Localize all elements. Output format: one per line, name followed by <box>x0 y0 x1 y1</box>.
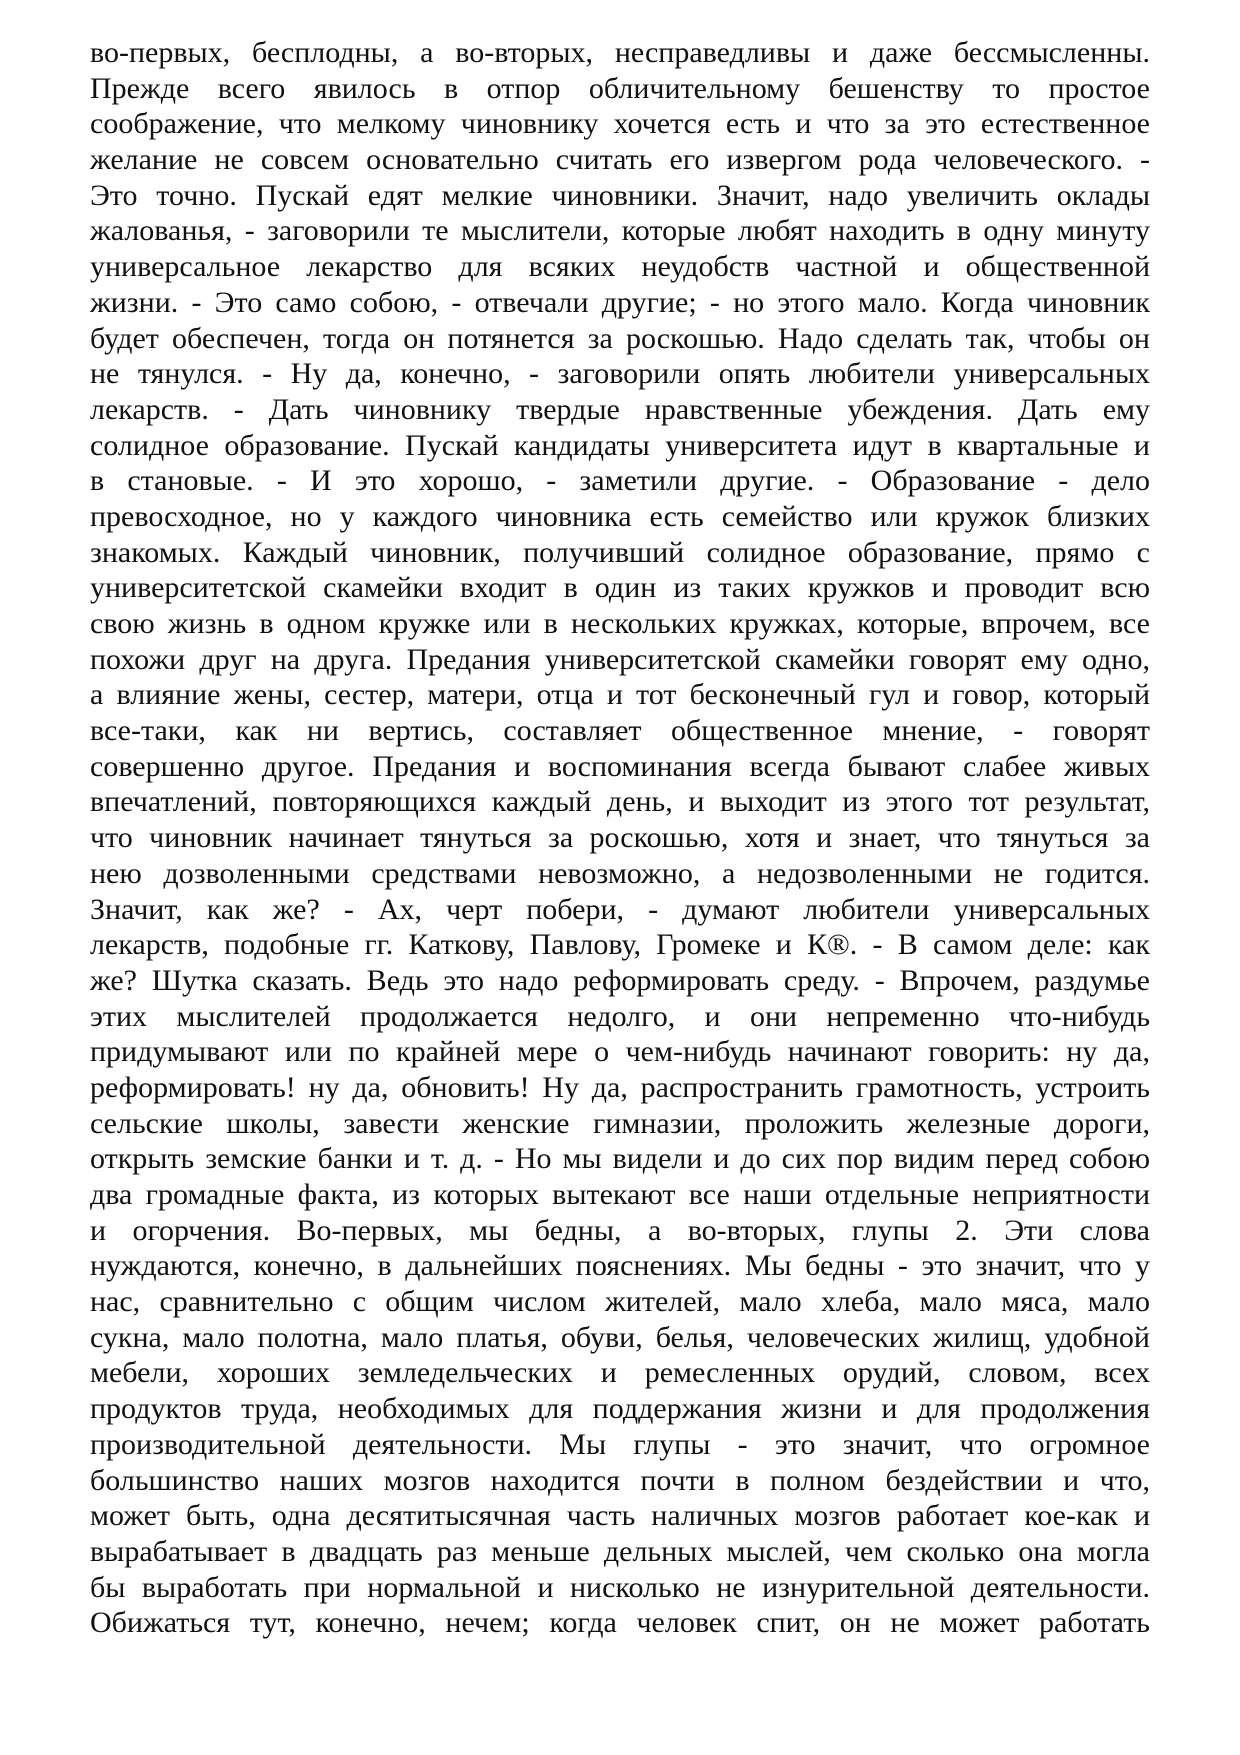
text-line: нас, сравнительно с общим числом жителей, мало хлеба, мало мяса, мало <box>90 1285 1150 1319</box>
text-line: во-первых, бесплодны, а во-вторых, несправедливы и даже бессмысленны. <box>90 36 1150 69</box>
text-line: свою жизнь в одном кружке или в нескольких кружках, которые, впрочем, все <box>90 607 1150 640</box>
document-page <box>90 35 1150 1735</box>
text-line: совершенно другое. Предания и воспоминания всегда бывают слабее живых <box>90 749 1150 783</box>
text-line: лекарств, подобные гг. Каткову, Павлову, Громеке и К®. - В самом деле: как <box>90 928 1150 962</box>
text-line: производительной деятельности. Мы глупы - это значит, что огромное <box>90 1427 1150 1461</box>
text-line: все-таки, как ни вертись, составляет общественное мнение, - говорят <box>90 714 1150 748</box>
text-line: бы выработать при нормальной и нисколько не изнурительной деятельности. <box>90 1570 1150 1604</box>
text-line: универсальное лекарство для всяких неудобств частной и общественной <box>90 250 1150 284</box>
text-line: же? Шутка сказать. Ведь это надо реформировать среду. - Впрочем, раздумье <box>90 963 1150 997</box>
text-line: знакомых. Каждый чиновник, получивший солидное образование, прямо с <box>90 535 1150 569</box>
text-line: а влияние жены, сестер, матери, отца и тот бесконечный гул и говор, который <box>90 678 1150 712</box>
text-line: два громадные факта, из которых вытекают все наши отдельные неприятности <box>90 1178 1150 1211</box>
text-line: вырабатывает в двадцать раз меньше дельных мыслей, чем сколько она могла <box>90 1534 1150 1568</box>
text-line: не тянулся. - Ну да, конечно, - заговорили опять любители универсальных <box>90 357 1150 391</box>
text-line: в становые. - И это хорошо, - заметили другие. - Образование - дело <box>90 464 1150 498</box>
text-line: нуждаются, конечно, в дальнейших пояснениях. Мы бедны - это значит, что у <box>90 1249 1150 1283</box>
text-line: похожи друг на друга. Предания университетской скамейки говорят ему одно, <box>90 642 1150 676</box>
text-line: продуктов труда, необходимых для поддержания жизни и для продолжения <box>90 1392 1150 1426</box>
text-line: может быть, одна десятитысячная часть наличных мозгов работает кое-как и <box>90 1499 1150 1533</box>
text-line: что чиновник начинает тянуться за роскошью, хотя и знает, что тянуться за <box>90 821 1150 855</box>
text-line: будет обеспечен, тогда он потянется за роскошью. Надо сделать так, чтобы он <box>90 321 1150 355</box>
text-line: соображение, что мелкому чиновнику хочется есть и что за это естественное <box>90 107 1150 141</box>
text-line: мебели, хороших земледельческих и ремесленных орудий, словом, всех <box>90 1356 1150 1390</box>
text-line: сельские школы, завести женские гимназии, проложить железные дороги, <box>90 1106 1150 1140</box>
text-line: этих мыслителей продолжается недолго, и они непременно что-нибудь <box>90 999 1150 1033</box>
text-line: большинство наших мозгов находится почти в полном бездействии и что, <box>90 1463 1150 1497</box>
text-line: лекарств. - Дать чиновнику твердые нравственные убеждения. Дать ему <box>90 392 1150 426</box>
text-line: впечатлений, повторяющихся каждый день, и выходит из этого тот результат, <box>90 785 1150 819</box>
text-line: Значит, как же? - Ах, черт побери, - думают любители универсальных <box>90 892 1150 926</box>
text-line: реформировать! ну да, обновить! Ну да, распространить грамотность, устроить <box>90 1070 1150 1104</box>
text-line: жалованья, - заговорили те мыслители, которые любят находить в одну минуту <box>90 214 1150 248</box>
text-line: и огорчения. Во-первых, мы бедны, а во-вторых, глупы 2. Эти слова <box>90 1213 1150 1247</box>
text-line: университетской скамейки входит в один из таких кружков и проводит всю <box>90 571 1150 605</box>
text-line: солидное образование. Пускай кандидаты университета идут в квартальные и <box>90 428 1150 462</box>
text-line: сукна, мало полотна, мало платья, обуви, белья, человеческих жилищ, удобной <box>90 1320 1150 1354</box>
text-line: жизни. - Это само собою, - отвечали другие; - но этого мало. Когда чиновник <box>90 285 1150 319</box>
body-text <box>90 35 1150 1641</box>
text-line: нею дозволенными средствами невозможно, а недозволенными не годится. <box>90 856 1150 890</box>
text-line: Обижаться тут, конечно, нечем; когда человек спит, он не может работать <box>90 1606 1150 1640</box>
text-line: придумывают или по крайней мере о чем-нибудь начинают говорить: ну да, <box>90 1035 1150 1069</box>
text-line: открыть земские банки и т. д. - Но мы видели и до сих пор видим перед собою <box>90 1142 1150 1176</box>
text-line: желание не совсем основательно считать его извергом рода человеческого. - <box>90 143 1150 177</box>
text-line: Прежде всего явилось в отпор обличительному бешенству то простое <box>90 71 1150 105</box>
text-line: Это точно. Пускай едят мелкие чиновники. Значит, надо увеличить оклады <box>90 178 1150 212</box>
text-line: превосходное, но у каждого чиновника есть семейство или кружок близких <box>90 499 1150 533</box>
